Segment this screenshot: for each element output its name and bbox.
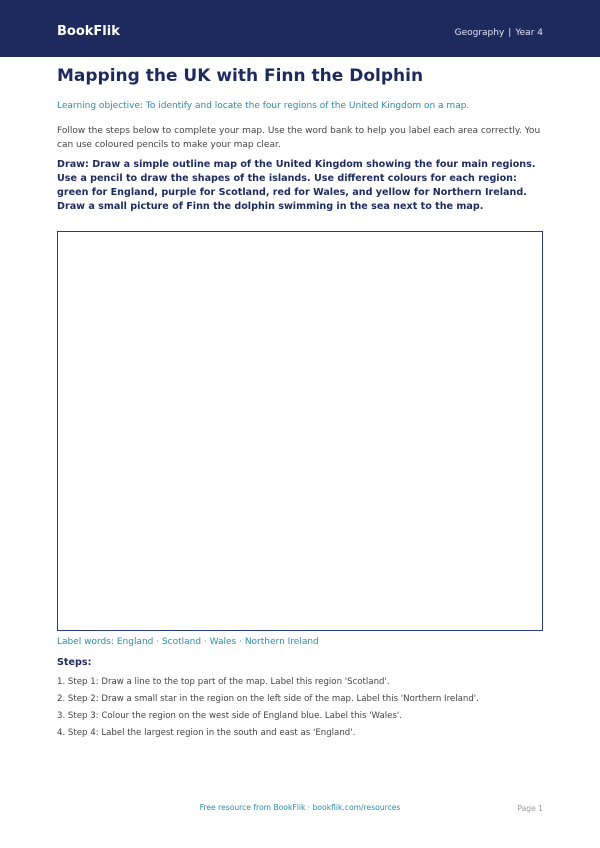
page-header [0,0,600,57]
step-item: 2. Step 2: Draw a small star in the region on the left side of the map. Label this 'Northern Ireland'. [57,694,479,704]
word-bank: Label words: England · Scotland · Wales · Northern Ireland [57,637,319,647]
header-separator: | [508,28,512,38]
step-item: 3. Step 3: Colour the region on the west side of England blue. Label this 'Wales'. [57,711,403,721]
page-number: Page 1 [517,804,543,813]
step-item: 1. Step 1: Draw a line to the top part of the map. Label this region 'Scotland'. [57,677,390,687]
step-item: 4. Step 4: Label the largest region in the south and east as 'England'. [57,728,356,738]
subject-label: Geography [454,28,505,38]
brand-logo-text: BookFlik [57,24,120,39]
worksheet-title: Mapping the UK with Finn the Dolphin [57,66,424,86]
subject-year-label [455,28,543,38]
drawing-area[interactable] [57,231,543,631]
year-label: Year 4 [515,28,543,38]
intro-text: Follow the steps below to complete your map. Use the word bank to help you label each area correctly. You can use coloured pencils to make your map clear. [57,126,541,150]
footer-credit-link[interactable]: Free resource from BookFlik · bookflik.com/resources [199,803,401,812]
steps-heading: Steps: [57,657,92,668]
steps-list [57,674,543,742]
draw-task-instructions: Draw: Draw a simple outline map of the United Kingdom showing the four main regions. Use a pencil to draw the shapes of the islands. Use different colours for each region: green for England, purple for Scotland, red for Wales, and yellow for Northern Ireland. Draw a small picture of Finn the dolphin swimming in the sea next to the map. [57,159,536,212]
learning-objective: Learning objective: To identify and locate the four regions of the United Kingdom on a map. [57,101,470,111]
